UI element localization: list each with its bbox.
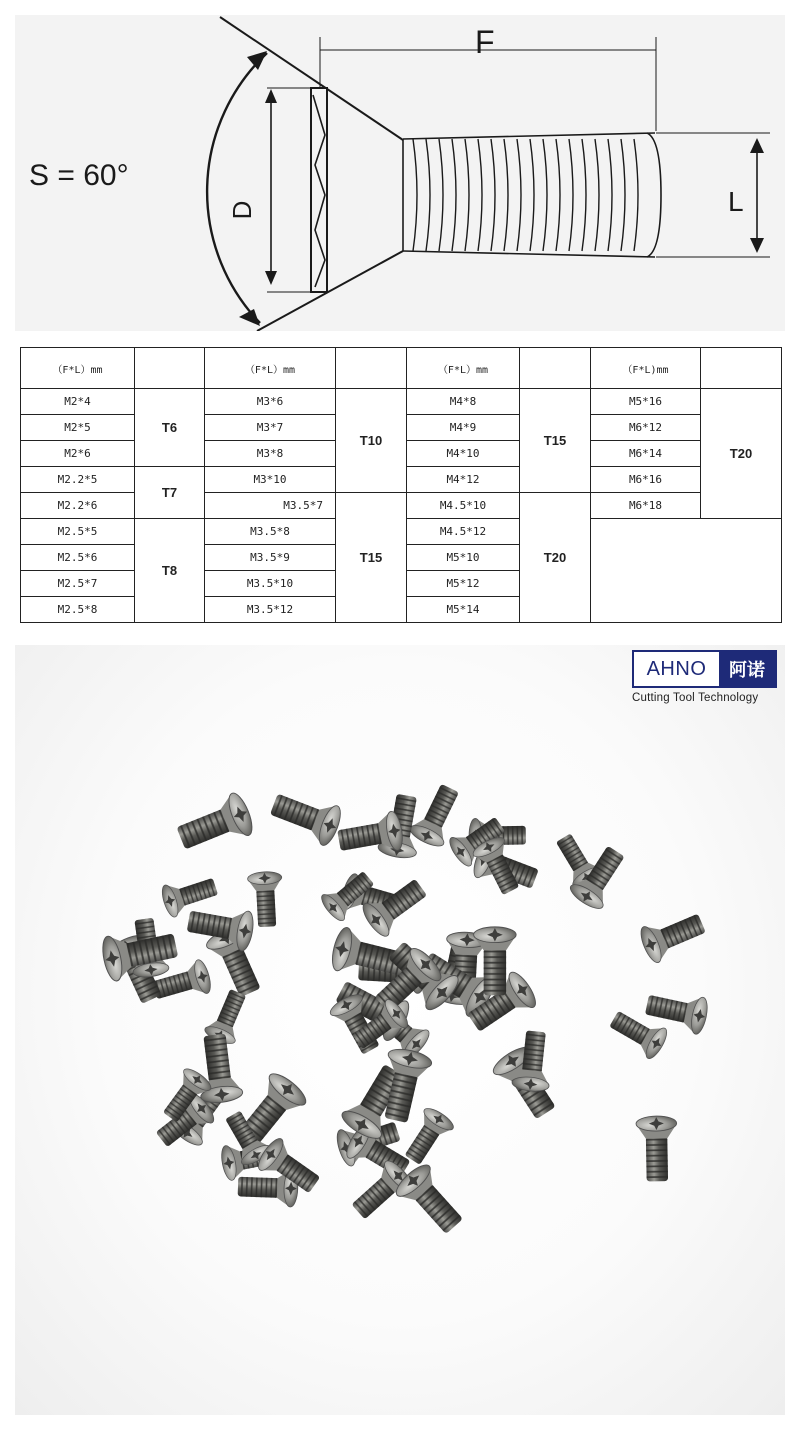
- logo-tagline: Cutting Tool Technology: [632, 692, 759, 704]
- torx-cell: T15: [336, 493, 407, 623]
- ahno-logo: [632, 650, 777, 704]
- logo-box: [632, 650, 777, 688]
- size-cell: M4*8: [407, 389, 520, 415]
- size-cell: M5*16: [591, 389, 701, 415]
- torx-cell: T20: [520, 493, 591, 623]
- size-cell: M2*6: [21, 441, 135, 467]
- screw-item: [266, 784, 344, 848]
- size-cell: M2.5*8: [21, 597, 135, 623]
- size-cell: M4*12: [407, 467, 520, 493]
- dimension-f-label: F: [475, 24, 495, 60]
- torx-cell: T20: [701, 389, 782, 519]
- angle-arc: [207, 53, 267, 323]
- thread-lines: [413, 139, 638, 251]
- screw-item: [637, 905, 709, 965]
- screw-item: [636, 1116, 678, 1182]
- torx-cell: T15: [520, 389, 591, 493]
- header-blank: [135, 348, 205, 389]
- size-cell: M2*4: [21, 389, 135, 415]
- header-size: （F*L）mm: [205, 348, 336, 389]
- size-cell: M6*12: [591, 415, 701, 441]
- angle-label: S = 60°: [29, 159, 129, 192]
- dimension-l-label: L: [728, 186, 744, 217]
- head-cone-bottom-line: [257, 251, 403, 331]
- size-cell: M6*18: [591, 493, 701, 519]
- size-cell: M3.5*7: [205, 493, 336, 519]
- size-cell: M2.5*7: [21, 571, 135, 597]
- size-cell: M3*7: [205, 415, 336, 441]
- torx-cell: T7: [135, 467, 205, 519]
- size-cell: M2.5*5: [21, 519, 135, 545]
- size-cell: M4.5*12: [407, 519, 520, 545]
- size-cell: M3.5*8: [205, 519, 336, 545]
- size-cell: M6*16: [591, 467, 701, 493]
- size-cell: M3.5*10: [205, 571, 336, 597]
- header-blank: [701, 348, 782, 389]
- header-size: （F*L）mm: [407, 348, 520, 389]
- header-blank: [336, 348, 407, 389]
- screw-item: [172, 790, 256, 859]
- empty-cell: [591, 519, 782, 623]
- header-size: （F*L）mm: [21, 348, 135, 389]
- size-cell: M3*10: [205, 467, 336, 493]
- logo-chinese: 阿诺: [719, 652, 775, 686]
- size-cell: M5*12: [407, 571, 520, 597]
- screw-item: [159, 870, 220, 918]
- torx-cell: T8: [135, 519, 205, 623]
- size-cell: M2.2*6: [21, 493, 135, 519]
- size-cell: M3.5*9: [205, 545, 336, 571]
- product-photo: [15, 645, 785, 1415]
- size-cell: M4*9: [407, 415, 520, 441]
- screw-size-table: [20, 347, 782, 623]
- size-cell: M2*5: [21, 415, 135, 441]
- screw-pile-image: [15, 645, 785, 1415]
- size-cell: M2.5*6: [21, 545, 135, 571]
- logo-brand: AHNO: [634, 652, 719, 686]
- size-cell: M3.5*12: [205, 597, 336, 623]
- dimension-d-label: D: [227, 200, 257, 220]
- screw-dimension-diagram: [15, 15, 785, 331]
- size-cell: M4*10: [407, 441, 520, 467]
- size-cell: M3*6: [205, 389, 336, 415]
- size-cell: M4.5*10: [407, 493, 520, 519]
- torx-cell: T6: [135, 389, 205, 467]
- torx-cell: T10: [336, 389, 407, 493]
- size-cell: M3*8: [205, 441, 336, 467]
- size-cell: M6*14: [591, 441, 701, 467]
- screw-item: [643, 986, 710, 1035]
- screw-item: [194, 1032, 244, 1104]
- size-cell: M2.2*5: [21, 467, 135, 493]
- header-size: （F*L)mm: [591, 348, 701, 389]
- size-cell: M5*14: [407, 597, 520, 623]
- header-blank: [520, 348, 591, 389]
- size-cell: M5*10: [407, 545, 520, 571]
